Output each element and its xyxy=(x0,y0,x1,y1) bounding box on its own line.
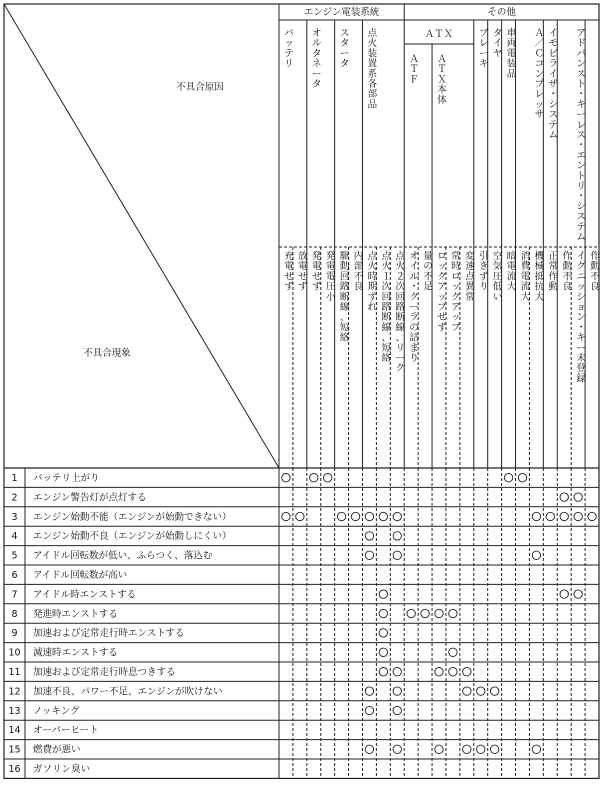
row-number: 12 xyxy=(8,686,21,698)
cause-mark xyxy=(379,629,387,637)
symptom-label-c3: 発電せず xyxy=(312,251,322,293)
symptom-label-c8: 点火１次回路断線、短絡 xyxy=(381,251,392,364)
row-symptom-text: アイドル回転数が低い、ふらつく、落込む xyxy=(33,550,213,562)
cause-mark xyxy=(449,648,457,656)
cause-mark xyxy=(463,745,471,753)
symptom-label-c5: 駆動回路断線、短絡 xyxy=(339,251,350,344)
cause-mark xyxy=(296,512,304,520)
cause-mark xyxy=(435,609,443,617)
cause-label-c5: スタータ xyxy=(339,28,350,70)
cause-mark xyxy=(393,668,401,676)
symptom-label-c16: 空気圧低い xyxy=(492,251,503,303)
cause-mark xyxy=(574,493,582,501)
cause-mark xyxy=(393,745,401,753)
cause-label-c3: オルタネータ xyxy=(312,28,322,90)
cause-mark xyxy=(532,512,540,520)
symptom-label-c21: 作動不良 xyxy=(562,251,572,293)
cause-label-c17: 車両電装品 xyxy=(506,28,517,80)
row-symptom-text: アイドル時エンストする xyxy=(33,589,137,601)
cause-mark xyxy=(574,512,582,520)
row-symptom-text: 加速および定常走行時息つきする xyxy=(33,667,176,678)
cause-mark xyxy=(351,512,359,520)
cause-mark xyxy=(393,551,401,559)
cause-mark xyxy=(282,474,290,482)
cause-mark xyxy=(574,590,582,598)
cause-mark xyxy=(379,512,387,520)
cause-mark xyxy=(379,590,387,598)
cause-mark xyxy=(282,512,290,520)
cause-mark xyxy=(310,474,318,482)
cause-mark xyxy=(435,745,443,753)
group-other-label: その他 xyxy=(487,7,516,18)
row-symptom-text: オーバーヒート xyxy=(33,725,99,737)
header-diagonal xyxy=(4,4,279,468)
row-number: 15 xyxy=(8,744,21,756)
cause-mark xyxy=(532,745,540,753)
cause-label-c20: イモビライザ・システム xyxy=(548,28,559,141)
symptom-label-c12: ロックアップせず xyxy=(437,251,447,334)
cause-mark xyxy=(504,474,512,482)
symptom-label-c4: 発電電圧小 xyxy=(325,251,336,303)
symptom-label-c13: 常時ロックアップ xyxy=(451,251,461,334)
cause-mark xyxy=(560,493,568,501)
cause-mark xyxy=(337,512,345,520)
row-number: 10 xyxy=(8,647,21,659)
row-symptom-text: ノッキング xyxy=(33,705,80,717)
symptom-label-c9: 点火２次回路断線、リーク xyxy=(395,251,406,375)
cause-mark xyxy=(379,668,387,676)
cause-mark xyxy=(365,532,373,540)
row-number: 2 xyxy=(11,492,18,504)
cause-mark xyxy=(393,532,401,540)
row-symptom-text: 加速および定常走行時エンストする xyxy=(33,628,185,640)
symptom-label-c10: オイル・クーラの詰まり xyxy=(409,251,419,364)
cause-mark xyxy=(449,609,457,617)
row-symptom-text: 減速時エンストする xyxy=(33,647,118,659)
symptom-label-c18: 消費電流大 xyxy=(520,251,531,303)
row-number: 14 xyxy=(8,725,21,737)
cause-mark xyxy=(449,668,457,676)
cause-label-c1: バッテリ xyxy=(284,28,294,70)
symptom-label-c17: 暗電流大 xyxy=(506,251,517,293)
cause-mark xyxy=(463,687,471,695)
cause-label-c12: ＡＴＸ本体 xyxy=(437,54,447,106)
group-engine-label: エンジン電装系統 xyxy=(303,7,380,18)
cause-label-c19: Ａ／Ｃコンプレッサ xyxy=(534,28,545,121)
cause-mark xyxy=(477,687,485,695)
symptom-label-c19: 機械抵抗大 xyxy=(534,251,545,303)
cause-mark xyxy=(379,648,387,656)
cause-mark xyxy=(532,551,540,559)
symptom-label-c6: 内部不良 xyxy=(353,251,364,293)
cause-mark xyxy=(365,745,373,753)
cause-label-c16: タイヤ xyxy=(492,28,503,60)
cause-mark xyxy=(518,474,526,482)
cause-label-c7: 点火装置系各部品 xyxy=(367,28,378,111)
cause-mark xyxy=(477,745,485,753)
symptom-axis-label: 不具合現象 xyxy=(83,348,131,359)
symptom-label-c1: 充電せず xyxy=(284,251,294,293)
symptom-label-c11: 量の不足 xyxy=(423,251,433,293)
cause-mark xyxy=(393,687,401,695)
row-number: 11 xyxy=(8,667,21,678)
cause-mark xyxy=(560,590,568,598)
row-number: 5 xyxy=(11,550,18,562)
row-number: 7 xyxy=(11,589,18,601)
row-number: 16 xyxy=(8,764,21,775)
row-number: 13 xyxy=(8,705,21,717)
cause-mark xyxy=(421,609,429,617)
cause-mark xyxy=(490,687,498,695)
symptom-label-c14: 変速点異常 xyxy=(465,251,475,303)
cause-mark xyxy=(393,512,401,520)
row-symptom-text: 加速不良、パワー不足、エンジンが吹けない xyxy=(33,686,223,698)
row-number: 8 xyxy=(11,608,18,620)
row-number: 1 xyxy=(11,473,18,484)
symptom-label-c22: イグニッション・キー未登録 xyxy=(576,251,586,385)
cause-mark xyxy=(393,706,401,714)
row-number: 6 xyxy=(11,570,18,581)
cause-label-c15: ブレーキ xyxy=(478,28,489,70)
cause-mark xyxy=(407,609,415,617)
cause-mark xyxy=(323,474,331,482)
cause-label-c22: アドバンスト・キーレス・エントリ・システム xyxy=(576,28,586,243)
symptom-label-c20: 正常作動 xyxy=(548,251,559,293)
atx-label: ＡＴＸ xyxy=(424,29,454,40)
cause-mark xyxy=(490,745,498,753)
cause-mark xyxy=(365,706,373,714)
row-symptom-text: 燃費が悪い xyxy=(33,744,81,756)
row-symptom-text: アイドル回転数が高い xyxy=(33,570,128,581)
cause-mark xyxy=(365,687,373,695)
cause-axis-label: 不具合原因 xyxy=(176,82,224,93)
cause-mark xyxy=(560,512,568,520)
symptom-label-c15: 引きずり xyxy=(478,251,489,293)
row-symptom-text: エンジン警告灯が点灯する xyxy=(33,492,147,504)
symptom-label-c23: 作動不良 xyxy=(590,251,600,293)
row-number: 4 xyxy=(11,531,18,543)
cause-label-c10: ＡＴＦ xyxy=(409,54,419,86)
cause-mark xyxy=(365,512,373,520)
cause-mark xyxy=(546,512,554,520)
row-symptom-text: ガソリン臭い xyxy=(33,764,91,775)
row-symptom-text: エンジン始動不能（エンジンが始動できない） xyxy=(33,511,232,523)
row-symptom-text: 発進時エンストする xyxy=(33,608,118,620)
cause-mark xyxy=(435,668,443,676)
row-number: 3 xyxy=(11,511,18,523)
row-symptom-text: バッテリ上がり xyxy=(33,473,100,484)
cause-mark xyxy=(588,512,596,520)
cause-mark xyxy=(463,668,471,676)
cause-mark xyxy=(379,609,387,617)
symptom-label-c2: 放電せず xyxy=(298,251,308,293)
symptom-label-c7: 点火時期ずれ xyxy=(367,251,378,313)
cause-mark xyxy=(365,551,373,559)
row-symptom-text: エンジン始動不良（エンジンが始動しにくい） xyxy=(33,531,232,543)
row-number: 9 xyxy=(11,628,18,640)
